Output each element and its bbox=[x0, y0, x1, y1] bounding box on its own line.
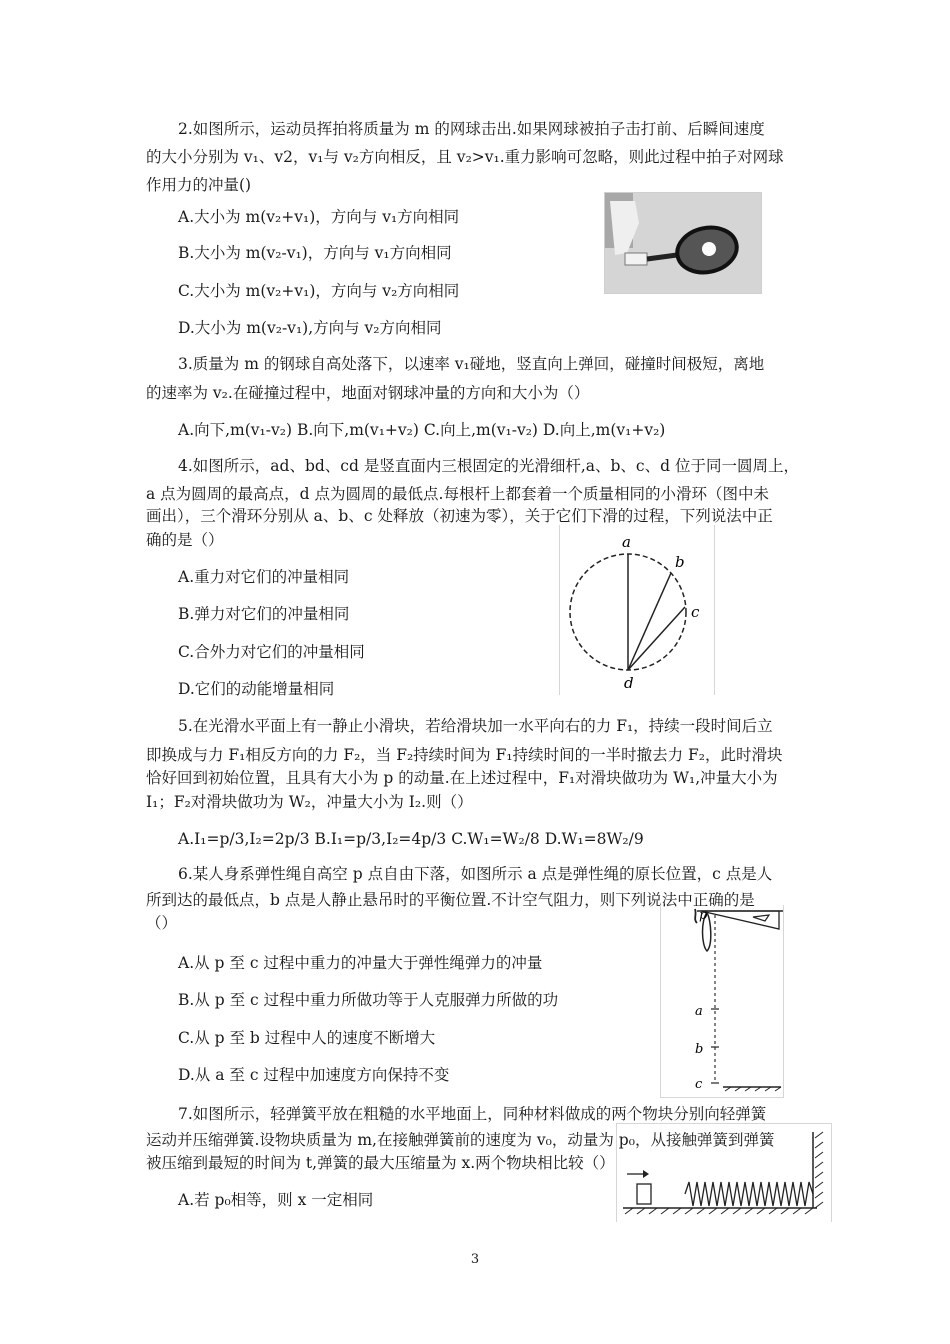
page-number: 3 bbox=[470, 1252, 480, 1267]
label-d: d bbox=[624, 674, 634, 692]
q2-option-c: C.大小为 m(v₂+v₁)，方向与 v₂方向相同 bbox=[178, 282, 460, 300]
label-c: c bbox=[691, 603, 700, 621]
q7-option-a: A.若 p₀相等，则 x 一定相同 bbox=[178, 1191, 374, 1209]
q5-line-3: 恰好回到初始位置，且具有大小为 p 的动量.在上述过程中，F₁对滑块做功为 W₁,冲量大小为 bbox=[146, 769, 778, 787]
spring bbox=[685, 1182, 813, 1206]
q6-option-d: D.从 a 至 c 过程中加速度方向保持不变 bbox=[178, 1066, 450, 1084]
q2-line-2: 的大小分别为 v₁、v2，v₁与 v₂方向相反，且 v₂>v₁.重力影响可忽略，则此过程中拍子对网球 bbox=[146, 148, 784, 166]
q2-option-b: B.大小为 m(v₂-v₁)，方向与 v₁方向相同 bbox=[178, 244, 452, 262]
q4-line-2: a 点为圆周的最高点，d 点为圆周的最低点.每根杆上都套着一个质量相同的小滑环（图中未 bbox=[146, 485, 769, 503]
label-a: a bbox=[622, 533, 631, 551]
q3-options: A.向下,m(v₁-v₂) B.向下,m(v₁+v₂) C.向上,m(v₁-v₂) D.向上,m(v₁+v₂) bbox=[178, 421, 666, 439]
q4-line-1: 4.如图所示，ad、bd、cd 是竖直面内三根固定的光滑细杆,a、b、c、d 位于同一圆周上， bbox=[178, 457, 799, 475]
q6-line-1: 6.某人身系弹性绳自高空 p 点自由下落，如图所示 a 点是弹性绳的原长位置，c 点是人 bbox=[178, 865, 773, 883]
block bbox=[637, 1184, 651, 1204]
label-b: b bbox=[675, 553, 685, 571]
q7-line-3: 被压缩到最短的时间为 t,弹簧的最大压缩量为 x.两个物块相比较（） bbox=[146, 1154, 615, 1172]
q6-line-2: 所到达的最低点，b 点是人静止悬吊时的平衡位置.不计空气阻力，则下列说法中正确的是 bbox=[146, 891, 755, 909]
label-a: a bbox=[695, 1004, 703, 1019]
tennis-racket-photo bbox=[604, 192, 762, 294]
q4-option-d: D.它们的动能增量相同 bbox=[178, 680, 335, 698]
label-b: b bbox=[695, 1042, 704, 1057]
q4-option-b: B.弹力对它们的冲量相同 bbox=[178, 605, 350, 623]
q5-options: A.I₁=p/3,I₂=2p/3 B.I₁=p/3,I₂=4p/3 C.W₁=W₂/8 D.W₁=8W₂/9 bbox=[178, 830, 644, 848]
q6-option-c: C.从 p 至 b 过程中人的速度不断增大 bbox=[178, 1029, 436, 1047]
q5-line-2: 即换成与力 F₁相反方向的力 F₂，当 F₂持续时间为 F₁持续时间的一半时撤去力 F₂，此时滑块 bbox=[146, 746, 783, 764]
q5-line-1: 5.在光滑水平面上有一静止小滑块，若给滑块加一水平向右的力 F₁，持续一段时间后立 bbox=[178, 717, 773, 735]
bungee-jump-diagram bbox=[660, 905, 784, 1098]
q5-line-4: I₁；F₂对滑块做功为 W₂，冲量大小为 I₂.则（） bbox=[146, 793, 473, 811]
q4-line-3: 画出），三个滑环分别从 a、b、c 处释放（初速为零），关于它们下滑的过程，下列说法中正 bbox=[146, 507, 773, 525]
q7-line-1: 7.如图所示，轻弹簧平放在粗糙的水平地面上，同种材料做成的两个物块分别向轻弹簧 bbox=[178, 1105, 767, 1123]
q6-option-a: A.从 p 至 c 过程中重力的冲量大于弹性绳弹力的冲量 bbox=[178, 954, 543, 972]
label-c: c bbox=[695, 1077, 703, 1092]
rod-cd bbox=[628, 607, 685, 670]
q4-option-c: C.合外力对它们的冲量相同 bbox=[178, 643, 365, 661]
q6-option-b: B.从 p 至 c 过程中重力所做功等于人克服弹力所做的功 bbox=[178, 991, 559, 1009]
q2-option-d: D.大小为 m(v₂-v₁),方向与 v₂方向相同 bbox=[178, 319, 442, 337]
q2-line-3: 作用力的冲量() bbox=[146, 176, 252, 194]
q7-line-2: 运动并压缩弹簧.设物块质量为 m,在接触弹簧前的速度为 v₀，动量为 p₀，从接触弹簧到弹簧 bbox=[146, 1131, 775, 1149]
q3-line-2: 的速率为 v₂.在碰撞过程中，地面对钢球冲量的方向和大小为（） bbox=[146, 384, 590, 402]
rod-bd bbox=[628, 573, 671, 670]
q4-option-a: A.重力对它们的冲量相同 bbox=[178, 568, 350, 586]
label-p: p bbox=[699, 908, 708, 923]
q2-option-a: A.大小为 m(v₂+v₁)，方向与 v₁方向相同 bbox=[178, 208, 460, 226]
spring-block-diagram bbox=[616, 1123, 832, 1222]
q2-line-1: 2.如图所示，运动员挥拍将质量为 m 的网球击出.如果网球被拍子击打前、后瞬间速度 bbox=[178, 120, 765, 138]
q3-line-1: 3.质量为 m 的钢球自高处落下，以速率 v₁碰地，竖直向上弹回，碰撞时间极短，离地 bbox=[178, 355, 765, 373]
circle-rods-diagram bbox=[559, 525, 715, 695]
q6-line-3: （） bbox=[146, 914, 178, 932]
q4-line-4: 确的是（） bbox=[146, 531, 224, 549]
